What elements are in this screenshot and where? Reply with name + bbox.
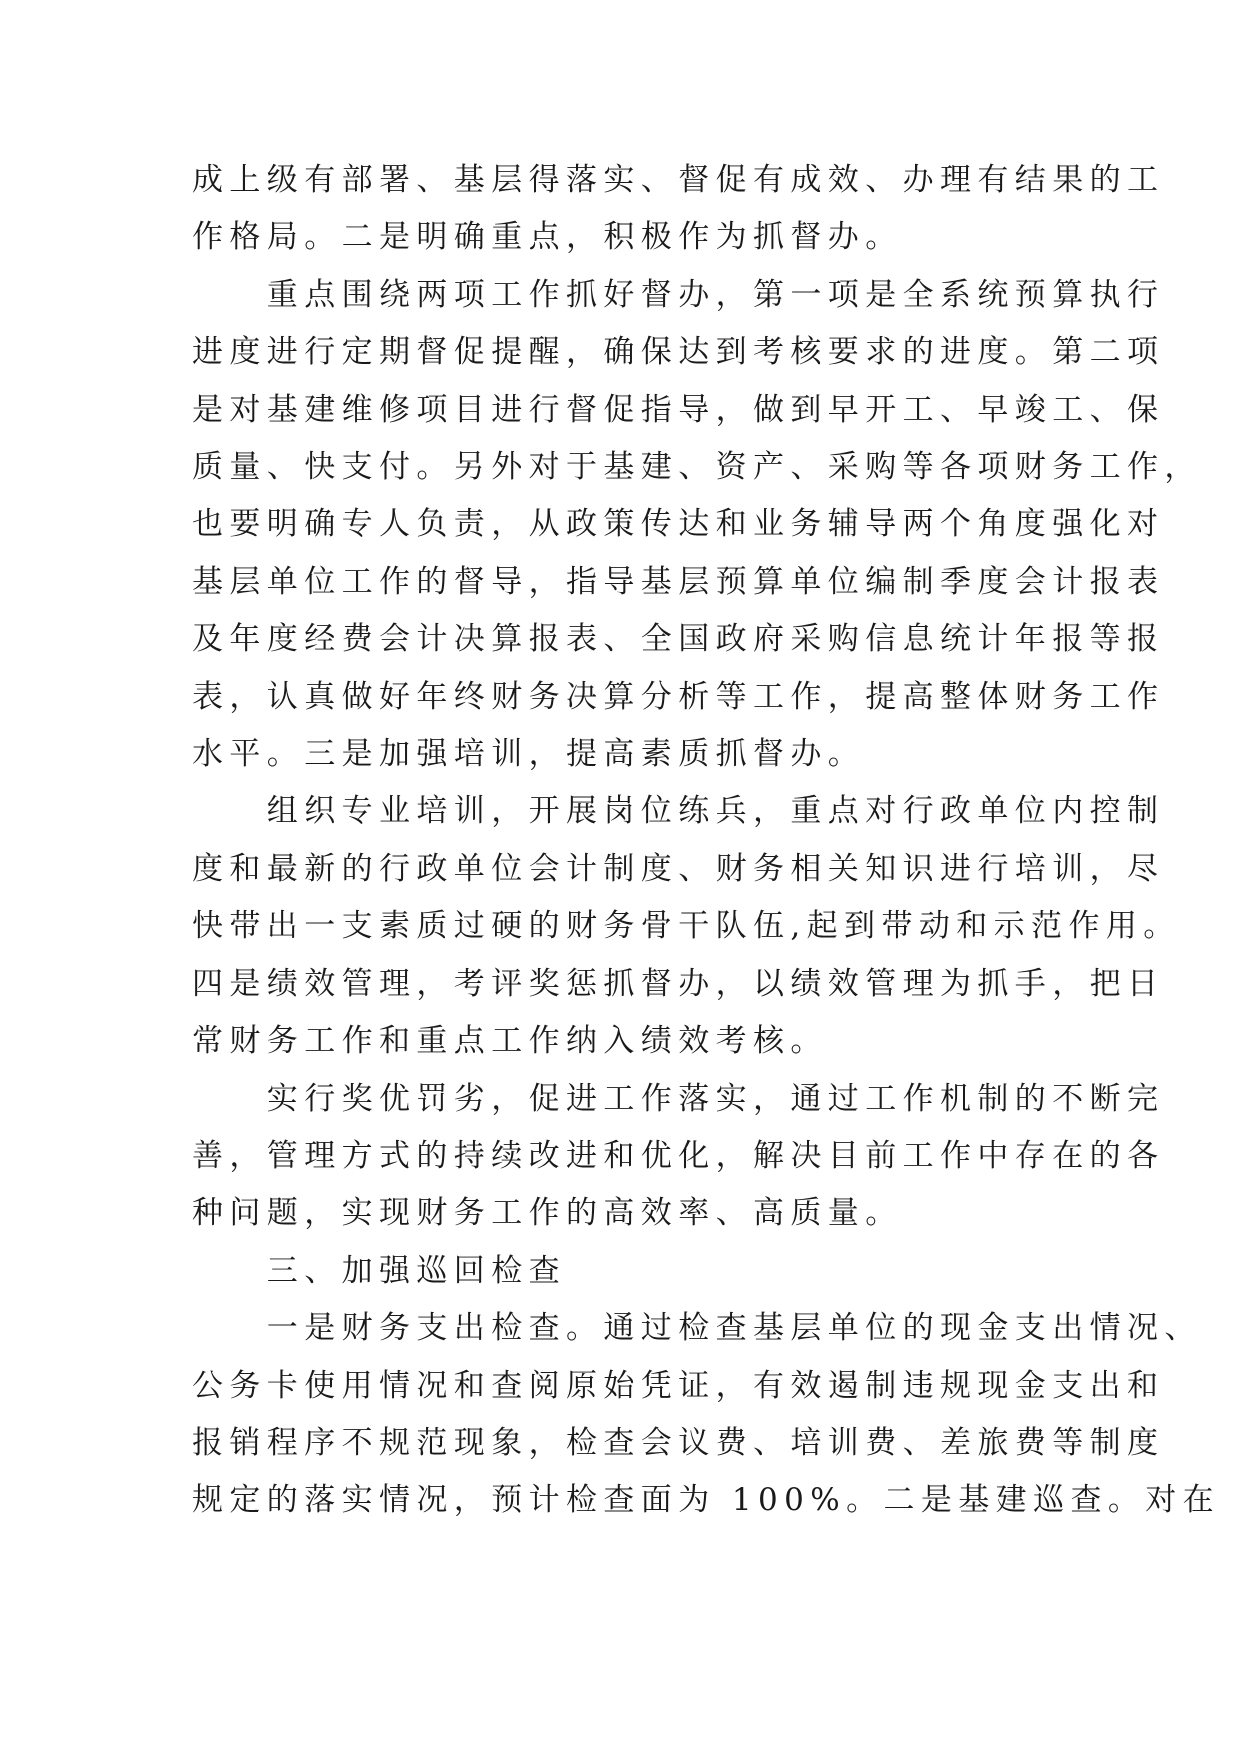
text-line: 组织专业培训，开展岗位练兵，重点对行政单位内控制 [192, 793, 1165, 830]
text-line: 进度进行定期督促提醒，确保达到考核要求的进度。第二项 [192, 334, 1165, 371]
text-line: 质量、快支付。另外对于基建、资产、采购等各项财务工作， [192, 449, 1202, 486]
text-line: 是对基建维修项目进行督促指导，做到早开工、早竣工、保 [192, 391, 1165, 428]
text-line: 重点围绕两项工作抓好督办，第一项是全系统预算执行 [192, 276, 1165, 313]
text-line: 规定的落实情况，预计检查面为 100%。二是基建巡查。对在 [192, 1482, 1221, 1519]
text-line: 报销程序不规范现象，检查会议费、培训费、差旅费等制度 [192, 1424, 1165, 1461]
text-line: 作格局。二是明确重点，积极作为抓督办。 [192, 219, 903, 256]
text-line: 实行奖优罚劣，促进工作落实，通过工作机制的不断完 [192, 1080, 1165, 1117]
text-line: 成上级有部署、基层得落实、督促有成效、办理有结果的工 [192, 162, 1165, 198]
text-line: 四是绩效管理，考评奖惩抓督办，以绩效管理为抓手，把日 [192, 965, 1165, 1002]
text-line: 水平。三是加强培训，提高素质抓督办。 [192, 736, 866, 773]
text-line: 基层单位工作的督导，指导基层预算单位编制季度会计报表 [192, 563, 1165, 600]
section-heading: 三、加强巡回检查 [192, 1252, 566, 1289]
text-line: 种问题，实现财务工作的高效率、高质量。 [192, 1195, 903, 1232]
text-line: 一是财务支出检查。通过检查基层单位的现金支出情况、 [192, 1310, 1202, 1347]
text-line: 公务卡使用情况和查阅原始凭证，有效遏制违规现金支出和 [192, 1367, 1165, 1404]
text-line: 也要明确专人负责，从政策传达和业务辅导两个角度强化对 [192, 506, 1165, 543]
document-body [192, 152, 1221, 1530]
text-line: 快带出一支素质过硬的财务骨干队伍,起到带动和示范作用。 [192, 908, 1181, 945]
text-line: 度和最新的行政单位会计制度、财务相关知识进行培训，尽 [192, 850, 1165, 887]
text-line: 善，管理方式的持续改进和优化，解决目前工作中存在的各 [192, 1137, 1165, 1174]
text-line: 表，认真做好年终财务决算分析等工作，提高整体财务工作 [192, 678, 1165, 715]
text-line: 常财务工作和重点工作纳入绩效考核。 [192, 1023, 828, 1060]
text-line: 及年度经费会计决算报表、全国政府采购信息统计年报等报 [192, 621, 1165, 658]
